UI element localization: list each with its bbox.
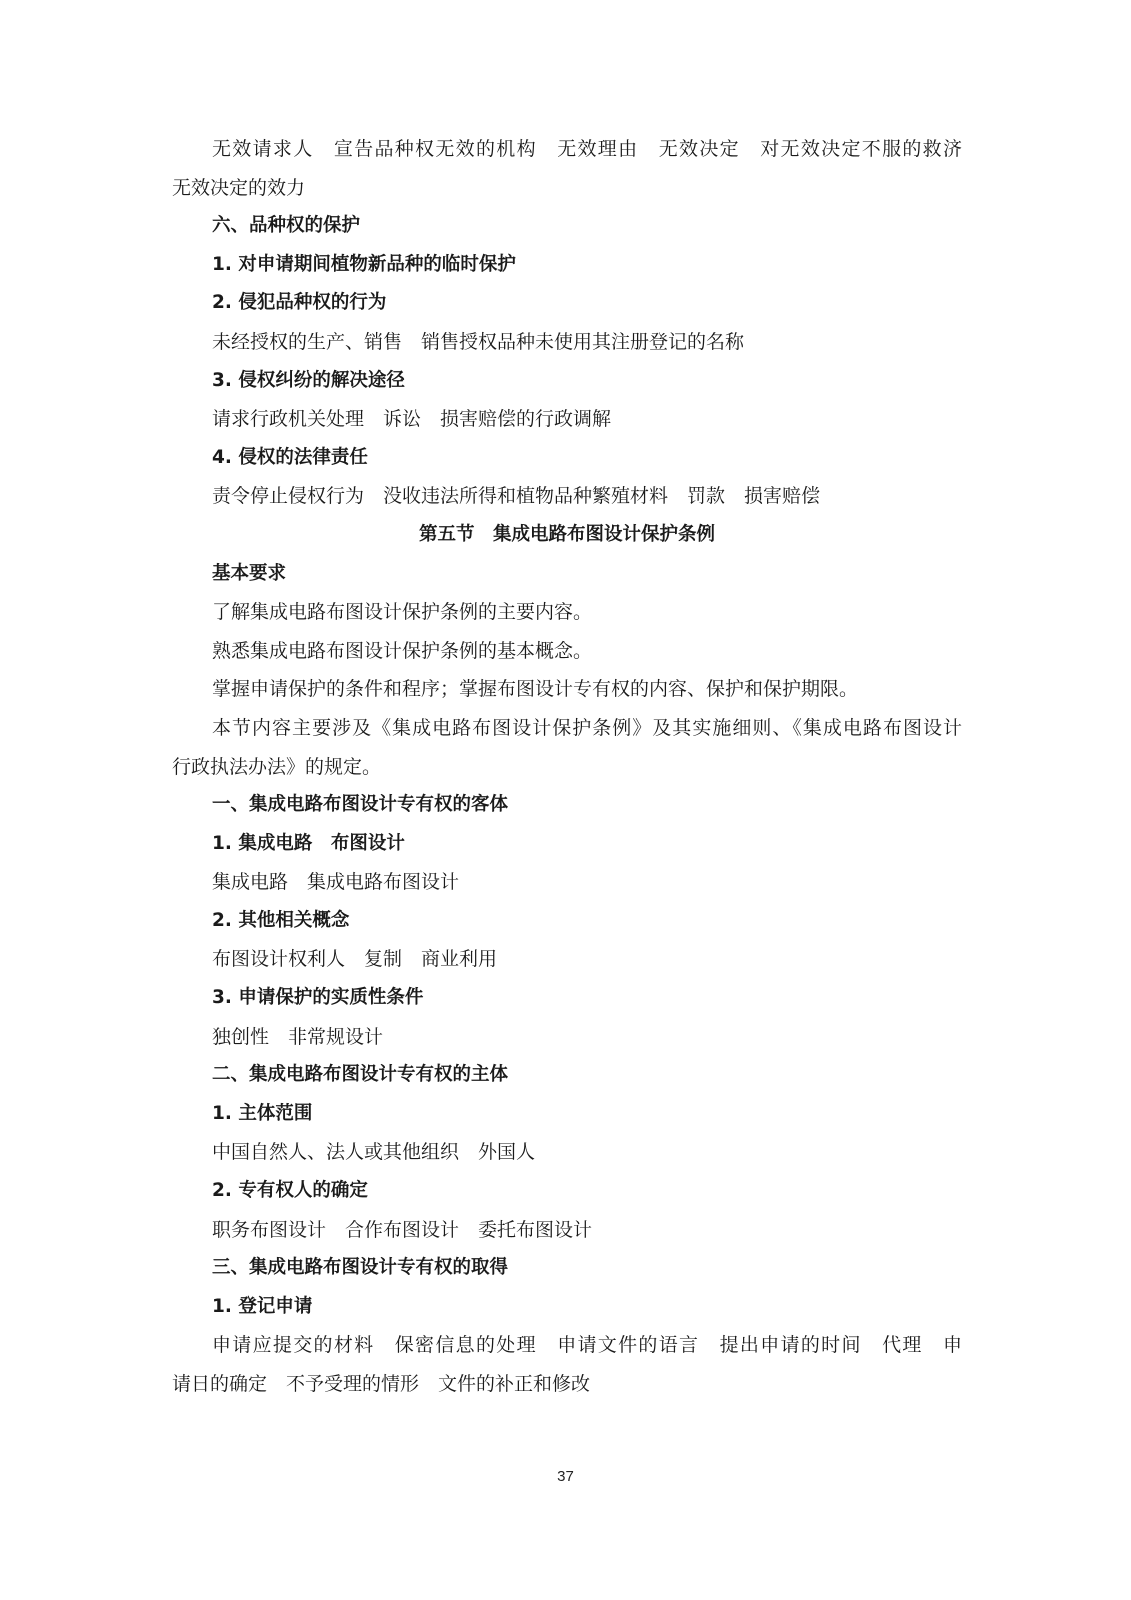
subheading-provisional-protection: 1. 对申请期间植物新品种的临时保护 <box>212 253 516 275</box>
subheading-subject-scope: 1. 主体范围 <box>212 1102 313 1124</box>
paragraph-related-concepts: 布图设计权利人 复制 商业利用 <box>212 948 498 971</box>
subheading-related-concepts: 2. 其他相关概念 <box>212 909 350 931</box>
heading-variety-right-protection: 六、品种权的保护 <box>212 215 361 237</box>
document-body <box>172 130 962 1404</box>
paragraph-invalidation-items-cont: 无效决定的效力 <box>172 176 306 199</box>
heading-subject: 二、集成电路布图设计专有权的主体 <box>212 1064 509 1086</box>
paragraph-subject-scope: 中国自然人、法人或其他组织 外国人 <box>212 1141 536 1164</box>
subheading-dispute-resolution: 3. 侵权纠纷的解决途径 <box>212 369 405 391</box>
subheading-infringing-acts: 2. 侵犯品种权的行为 <box>212 292 387 314</box>
heading-basic-requirements: 基本要求 <box>212 562 287 584</box>
requirement-understand: 了解集成电路布图设计保护条例的主要内容。 <box>212 601 593 624</box>
paragraph-owner-determination: 职务布图设计 合作布图设计 委托布图设计 <box>212 1218 593 1241</box>
paragraph-infringing-acts: 未经授权的生产、销售 销售授权品种未使用其注册登记的名称 <box>212 330 745 353</box>
heading-object: 一、集成电路布图设计专有权的客体 <box>212 794 509 816</box>
requirement-familiar: 熟悉集成电路布图设计保护条例的基本概念。 <box>212 639 593 662</box>
paragraph-registration: 申请应提交的材料 保密信息的处理 申请文件的语言 提出申请的时间 代理 申 <box>212 1334 962 1357</box>
subheading-ic-layout: 1. 集成电路 布图设计 <box>212 832 405 854</box>
paragraph-legal-liability: 责令停止侵权行为 没收违法所得和植物品种繁殖材料 罚款 损害赔偿 <box>212 485 821 508</box>
paragraph-scope: 本节内容主要涉及《集成电路布图设计保护条例》及其实施细则、《集成电路布图设计 <box>212 716 962 739</box>
page-number: 37 <box>557 1468 574 1485</box>
paragraph-ic-layout: 集成电路 集成电路布图设计 <box>212 871 460 894</box>
paragraph-scope-cont: 行政执法办法》的规定。 <box>172 755 382 778</box>
section-title: 第五节 集成电路布图设计保护条例 <box>418 523 715 545</box>
heading-acquisition: 三、集成电路布图设计专有权的取得 <box>212 1257 509 1279</box>
subheading-substantive-conditions: 3. 申请保护的实质性条件 <box>212 987 424 1009</box>
subheading-legal-liability: 4. 侵权的法律责任 <box>212 446 368 468</box>
paragraph-substantive-conditions: 独创性 非常规设计 <box>212 1025 384 1048</box>
subheading-registration: 1. 登记申请 <box>212 1295 313 1317</box>
paragraph-registration-cont: 请日的确定 不予受理的情形 文件的补正和修改 <box>172 1373 591 1395</box>
paragraph-dispute-resolution: 请求行政机关处理 诉讼 损害赔偿的行政调解 <box>212 408 612 431</box>
paragraph-invalidation-items: 无效请求人 宣告品种权无效的机构 无效理由 无效决定 对无效决定不服的救济 <box>212 138 962 160</box>
subheading-owner-determination: 2. 专有权人的确定 <box>212 1180 368 1202</box>
requirement-master: 掌握申请保护的条件和程序；掌握布图设计专有权的内容、保护和保护期限。 <box>212 678 859 701</box>
